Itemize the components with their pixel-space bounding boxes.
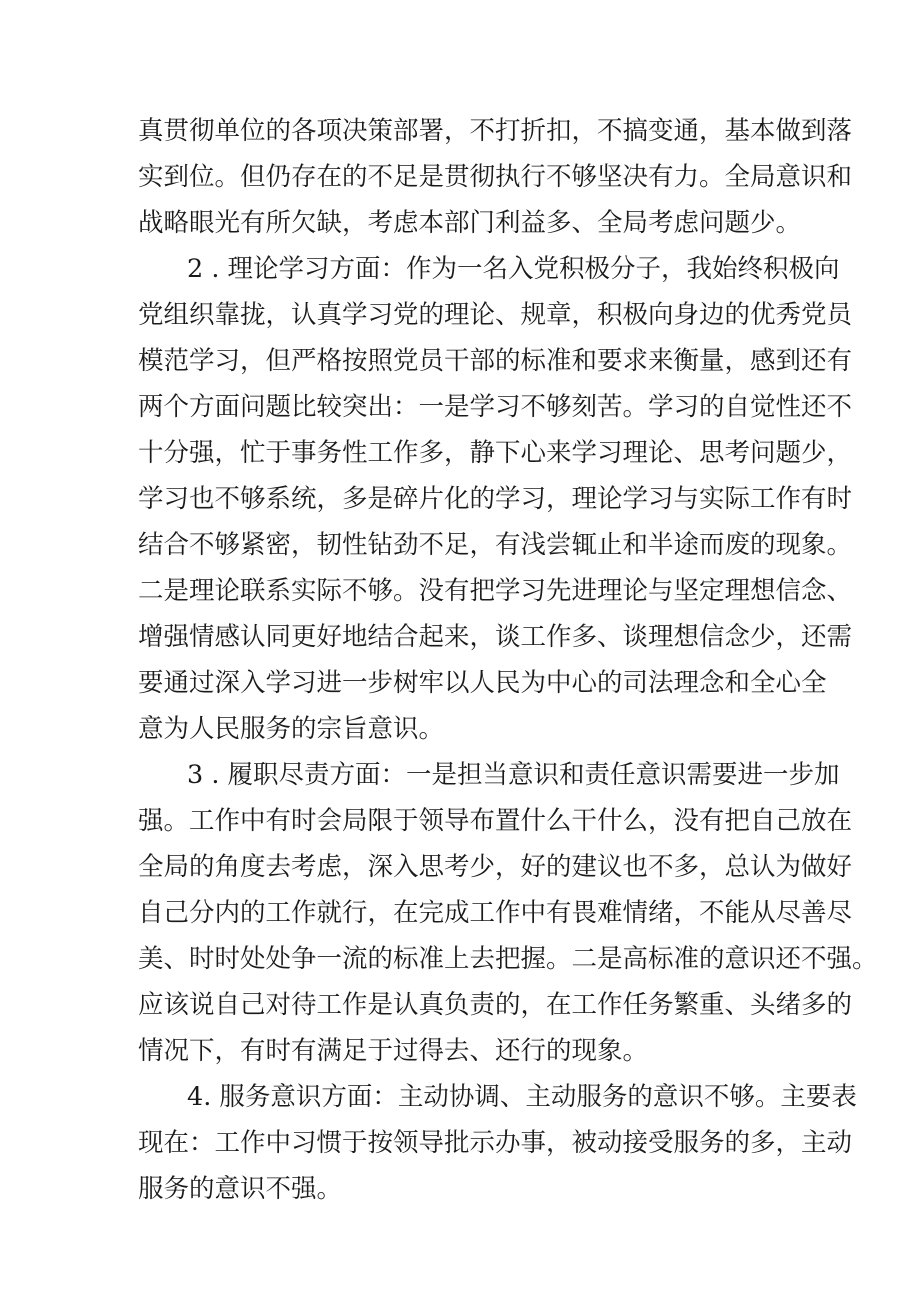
paragraph-4-first-line: 4. 服务意识方面：主动协调、主动服务的意识不够。主要表: [187, 1082, 857, 1112]
body-text-line: 自己分内的工作就行，在完成工作中有畏难情绪，不能从尽善尽: [138, 898, 853, 928]
body-text-line: 实到位。但仍存在的不足是贯彻执行不够坚决有力。全局意识和: [138, 162, 853, 192]
paragraph-2-first-line: 2 . 理论学习方面：作为一名入党积极分子，我始终积极向: [187, 254, 840, 284]
body-text-line: 十分强，忙于事务性工作多，静下心来学习理论、思考问题少，: [138, 438, 853, 468]
body-text-line: 全局的角度去考虑，深入思考少，好的建议也不多，总认为做好: [138, 852, 853, 882]
body-text-line: 学习也不够系统，多是碎片化的学习，理论学习与实际工作有时: [138, 484, 853, 514]
body-text-line: 服务的意识不强。: [138, 1174, 343, 1204]
body-text-line: 现在：工作中习惯于按领导批示办事，被动接受服务的多，主动: [138, 1128, 853, 1158]
body-text-line: 情况下，有时有满足于过得去、还行的现象。: [138, 1036, 649, 1066]
body-text-line: 两个方面问题比较突出：一是学习不够刻苦。学习的自觉性还不: [138, 392, 853, 422]
body-text-line: 结合不够紧密，韧性钻劲不足，有浅尝辄止和半途而废的现象。: [138, 530, 853, 560]
body-text-line: 模范学习，但严格按照党员干部的标准和要求来衡量，感到还有: [138, 346, 853, 376]
body-text-line: 要通过深入学习进一步树牢以人民为中心的司法理念和全心全: [138, 668, 827, 698]
body-text-line: 党组织靠拢，认真学习党的理论、规章，积极向身边的优秀党员: [138, 300, 853, 330]
body-text-line: 美、时时处处争一流的标准上去把握。二是高标准的意识还不强。: [138, 944, 878, 974]
body-text-line: 增强情感认同更好地结合起来，谈工作多、谈理想信念少，还需: [138, 622, 853, 652]
body-text-line: 战略眼光有所欠缺，考虑本部门利益多、全局考虑问题少。: [138, 208, 802, 238]
body-text-line: 强。工作中有时会局限于领导布置什么干什么，没有把自己放在: [138, 806, 853, 836]
paragraph-3-first-line: 3 . 履职尽责方面：一是担当意识和责任意识需要进一步加: [187, 760, 840, 790]
body-text-line: 意为人民服务的宗旨意识。: [138, 714, 445, 744]
body-text-line: 真贯彻单位的各项决策部署，不打折扣，不搞变通，基本做到落: [138, 116, 853, 146]
body-text-line: 应该说自己对待工作是认真负责的，在工作任务繁重、头绪多的: [138, 990, 853, 1020]
body-text-line: 二是理论联系实际不够。没有把学习先进理论与坚定理想信念、: [138, 576, 853, 606]
